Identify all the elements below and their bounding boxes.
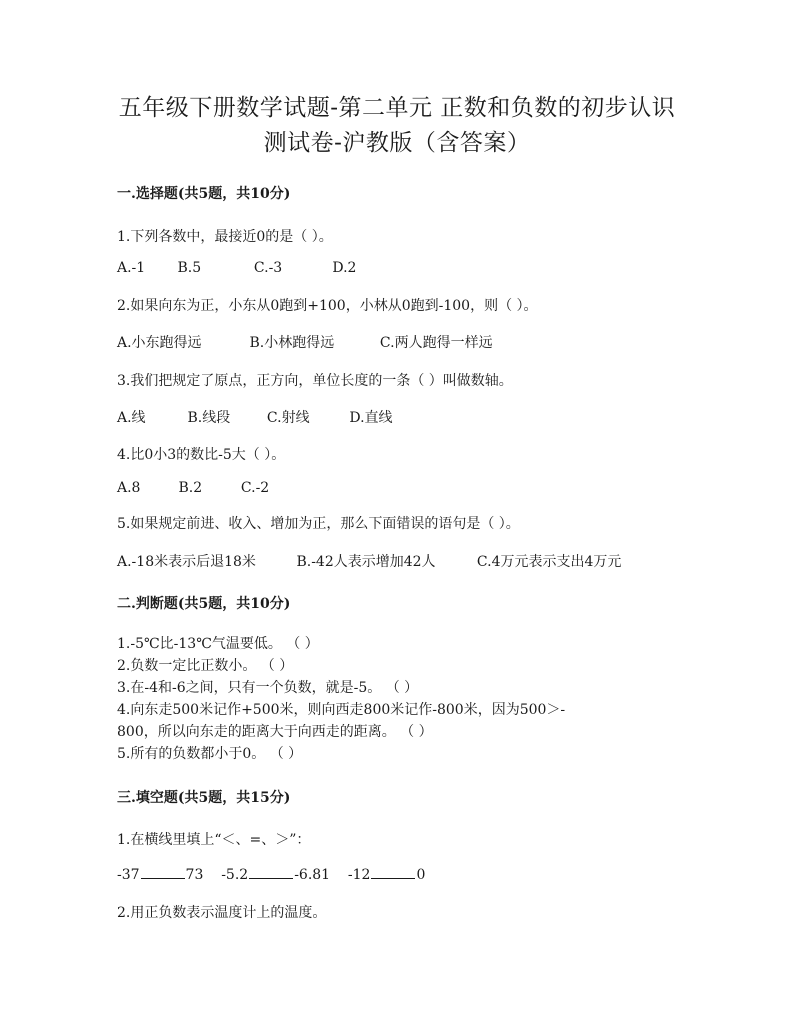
- list-item: 3.在-4和-6之间，只有一个负数，就是-5。 （ ）: [117, 680, 419, 696]
- option[interactable]: B.小林跑得远: [249, 335, 335, 351]
- option[interactable]: B.-42人表示增加42人: [296, 554, 436, 570]
- list-item: 800，所以向东走的距离大于向西走的距离。 （ ）: [117, 724, 433, 740]
- question-1-4-options: [117, 480, 269, 496]
- compare-left: -12: [347, 867, 371, 883]
- compare-left: -37: [117, 867, 140, 883]
- section-heading-choice: 一.选择题(共5题，共10分): [117, 186, 291, 202]
- fill-question-1: 1.在横线里填上“＜、=、＞”：: [117, 832, 311, 848]
- option[interactable]: A.线: [117, 410, 146, 426]
- option[interactable]: C.射线: [266, 410, 310, 426]
- question-1-5-options: [117, 551, 621, 571]
- option[interactable]: B.5: [177, 260, 202, 276]
- option[interactable]: A.8: [117, 480, 141, 496]
- option[interactable]: B.2: [178, 480, 203, 496]
- page-title-line-1: 五年级下册数学试题-第二单元 正数和负数的初步认识: [118, 95, 676, 121]
- list-item: 2.负数一定比正数小。 （ ）: [117, 658, 294, 674]
- question-1-3-options: [117, 407, 393, 427]
- list-item: 5.所有的负数都小于0。 （ ）: [117, 746, 303, 762]
- option[interactable]: A.小东跑得远: [117, 335, 202, 351]
- question-1-2: 2.如果向东为正，小东从0跑到+100，小林从0跑到-100，则（ ）。: [117, 298, 538, 314]
- question-1-4: 4.比0小3的数比-5大（ ）。: [117, 447, 286, 463]
- option[interactable]: A.-1: [117, 260, 146, 276]
- option[interactable]: D.2: [332, 260, 357, 276]
- option[interactable]: C.-2: [240, 480, 270, 496]
- fill-question-1-blanks: [117, 866, 425, 883]
- compare-right: 0: [416, 867, 426, 883]
- question-1-1: 1.下列各数中，最接近0的是（ ）。: [117, 229, 333, 245]
- page-title-line-2: 测试卷-沪教版（含答案）: [263, 130, 531, 156]
- answer-blank[interactable]: [371, 866, 415, 879]
- fill-question-2: 2.用正负数表示温度计上的温度。: [117, 905, 327, 921]
- question-1-2-options: [117, 332, 493, 352]
- question-1-5: 5.如果规定前进、收入、增加为正，那么下面错误的语句是（ ）。: [117, 516, 520, 532]
- answer-blank[interactable]: [249, 866, 293, 879]
- option[interactable]: C.-3: [253, 260, 283, 276]
- option[interactable]: C.4万元表示支出4万元: [476, 554, 622, 570]
- answer-blank[interactable]: [141, 866, 185, 879]
- question-1-1-options: [117, 260, 356, 276]
- option[interactable]: B.线段: [187, 410, 231, 426]
- question-1-3: 3.我们把规定了原点，正方向，单位长度的一条（ ）叫做数轴。: [117, 373, 513, 389]
- option[interactable]: A.-18米表示后退18米: [117, 554, 256, 570]
- option[interactable]: C.两人跑得一样远: [379, 335, 493, 351]
- true-false-list: [117, 633, 565, 765]
- section-heading-true-false: 二.判断题(共5题，共10分): [117, 596, 291, 612]
- compare-right: 73: [185, 867, 204, 883]
- section-heading-fill-blank: 三.填空题(共5题，共15分): [117, 790, 291, 806]
- option[interactable]: D.直线: [349, 410, 393, 426]
- list-item: 4.向东走500米记作+500米，则向西走800米记作-800米，因为500＞-: [117, 702, 566, 718]
- compare-right: -6.81: [294, 867, 331, 883]
- list-item: 1.-5℃比-13℃气温要低。 （ ）: [117, 636, 319, 652]
- compare-left: -5.2: [221, 867, 249, 883]
